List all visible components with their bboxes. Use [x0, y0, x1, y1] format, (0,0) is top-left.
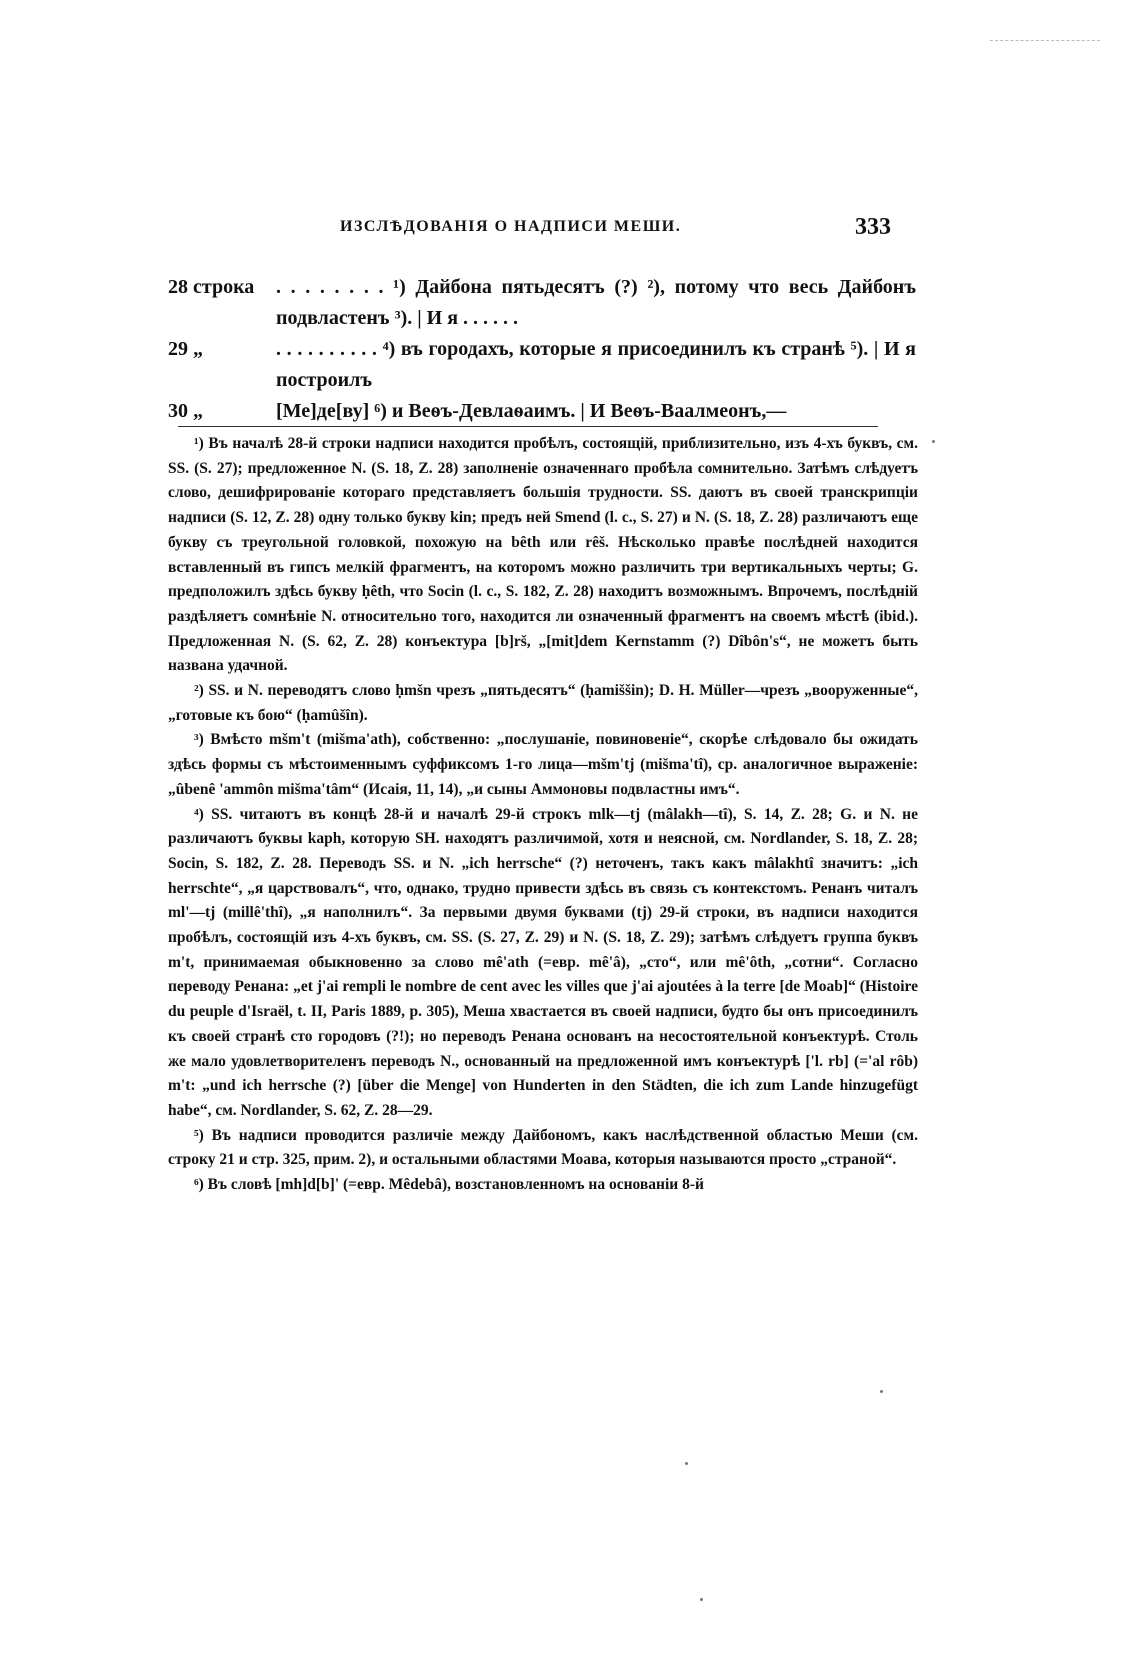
- inscription-line-29: [168, 334, 916, 396]
- footnote-4: ⁴) SS. читаютъ въ концѣ 28-й и началѣ 29-й строкъ mlk—tj (mâlakh—tî), S. 14, Z. 28; G. и N. не различаютъ буквы kaph, которую SH. находятъ различимой, хотя и неясной, см. Nordlander, S. 18, Z. 28; Socin, S. 182, Z. 28. Переводъ SS. и N. „ich herrsche“ (?) неточенъ, такъ какъ mâlakhtî значитъ: „ich herrschte“, „я царствовалъ“, что, однако, трудно привести здѣсь въ связь съ контекстомъ. Ренанъ читалъ ml'—tj (millê'thî), „я наполнилъ“. За первыми двумя буквами (tj) 29-й строки, въ надписи находится пробѣлъ, состоящій изъ 4-хъ буквъ, см. SS. (S. 27, Z. 29) и N. (S. 18, Z. 29); затѣмъ слѣдуетъ группа буквъ m't, принимаемая обыкновенно за слово mê'ath (=евр. mê'â), „сто“, или mê'ôth, „сотни“. Согласно переводу Ренана: „et j'ai rempli le nombre de cent avec les villes que j'ai ajoutées à la terre [de Moab]“ (Histoire du peuple d'Israël, t. II, Paris 1889, p. 305), Меша хвастается въ своей надписи, будто бы онъ присоединилъ къ своей странѣ сто городовъ (?!); но переводъ Ренана основанъ на несостоятельной конъектурѣ. Столь же мало удовлетворителенъ переводъ N., основанный на предложенной имъ конъектурѣ ['l. rb] (='al rôb) m't: „und ich herrsche (?) [über die Menge] von Hunderten in den Städten, die ich zum Lande hinzugefügt habe“, см. Nordlander, S. 62, Z. 28—29.: [168, 805, 918, 1119]
- line-text: . . . . . . . . . . ⁴) въ городахъ, которые я присоединилъ къ странѣ ⁵). | И я построилъ: [276, 338, 916, 391]
- line-text: [Ме]де[ву] ⁶) и Веѳъ-Девлаѳаимъ. | И Веѳъ-Ваалмеонъ,—: [276, 400, 787, 422]
- line-label: 30 „: [168, 400, 203, 422]
- inscription-line-30: [168, 396, 916, 427]
- running-title: ИЗСЛѢДОВАНІЯ О НАДПИСИ МЕШИ.: [340, 218, 682, 235]
- footnote-1: ¹) Въ началѣ 28-й строки надписи находится пробѣлъ, состоящій, приблизительно, изъ 4-хъ буквъ, см. SS. (S. 27); предложенное N. (S. 18, Z. 28) заполненіе означеннаго пробѣла сомнительно. Затѣмъ слѣдуетъ слово, дешифрированіе котораго представляетъ большія трудности. SS. даютъ въ своей транскрипціи надписи (S. 12, Z. 28) одну только букву kin; предъ ней Smend (l. c., S. 27) и N. (S. 18, Z. 28) различаютъ еще букву съ треугольной головкой, похожую на bêth или rêš. Нѣсколько правѣе послѣдней находится вставленный въ гипсъ мелкій фрагментъ, на которомъ можно различить три вертикальныхъ черты; G. предположилъ здѣсь букву ḥêth, что Socin (l. c., S. 182, Z. 28) находитъ возможнымъ. Впрочемъ, послѣдній раздѣляетъ сомнѣніе N. относительно того, находится ли означенный фрагментъ на своемъ мѣстѣ (ibid.). Предложенная N. (S. 62, Z. 28) конъектура [b]rš, „[mit]dem Kernstamm (?) Dîbôn's“, не можетъ быть названа удачной.: [168, 435, 918, 675]
- inscription-line-28: [168, 272, 916, 334]
- footnote-separator: [178, 426, 878, 427]
- footnotes: [168, 432, 918, 1198]
- inscription-translation: [168, 272, 916, 427]
- footnote-2: ²) SS. и N. переводятъ слово ḥmšn чрезъ „пятьдесятъ“ (ḥamiššin); D. H. Müller—чрезъ „вооруженные“, „готовые къ бою“ (ḥamûšîn).: [168, 682, 918, 724]
- footnote-5: ⁵) Въ надписи проводится различіе между Дайбономъ, какъ наслѣдственной областью Меши (см. строку 21 и стр. 325, прим. 2), и остальными областями Моава, которыя называются просто „страной“.: [168, 1126, 918, 1169]
- page-header: [320, 214, 920, 248]
- scan-speck: [685, 1462, 688, 1465]
- line-label: 28 строка: [168, 276, 255, 298]
- scan-artifact-line: [990, 40, 1100, 41]
- footnote-3: ³) Вмѣсто mšm't (mišma'ath), собственно: „послушаніе, повиновеніе“, скорѣе слѣдовало бы ожидать здѣсь формы съ мѣстоименнымъ суффиксомъ 1-го лица—mšm'tj (mišma'tî), ср. аналогичное выраженіе: „ûbenê 'ammôn mišma'tâm“ (Исаія, 11, 14), „и сыны Аммоновы подвластны имъ“.: [168, 731, 918, 798]
- line-label: 29 „: [168, 338, 203, 360]
- scan-speck: [932, 440, 935, 443]
- page-number: 333: [855, 214, 891, 240]
- scan-speck: [700, 1598, 703, 1601]
- scan-speck: [880, 1390, 883, 1393]
- line-text: . . . . . . . . ¹) Дайбона пятьдесятъ (?) ²), потому что весь Дайбонъ подвластенъ ³). | И я . . . . . .: [276, 276, 916, 329]
- footnote-6: ⁶) Въ словѣ [mh]d[b]' (=евр. Mêdebâ), возстановленномъ на основаніи 8-й: [194, 1176, 704, 1194]
